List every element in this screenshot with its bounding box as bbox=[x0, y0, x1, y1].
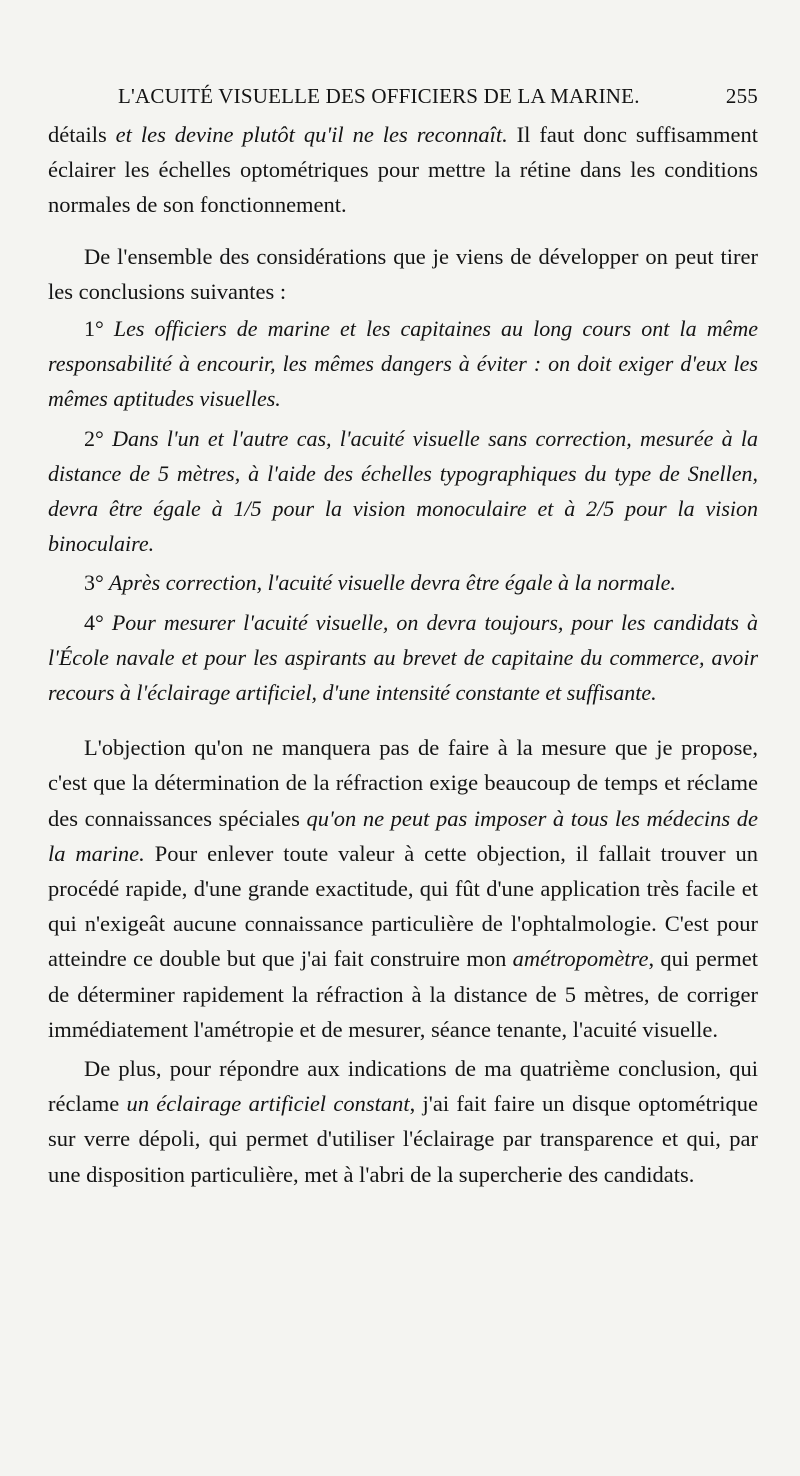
conclusion-number: 4° bbox=[84, 609, 104, 635]
italic-phrase: un éclairage artificiel constant bbox=[126, 1091, 410, 1117]
conclusion-number: 3° bbox=[84, 570, 104, 596]
italic-phrase: qu'on ne peut pas imposer à tous les médecins de la marine. bbox=[48, 805, 759, 866]
paragraph-continuation: détails et les devine plutôt qu'il ne les reconnaît. Il faut donc suffisamment éclairer les échelles optométriques pour mettre la rétine dans les conditions normales de son fonctionnement. bbox=[48, 122, 759, 218]
paragraph-objection: L'objection qu'on ne manquera pas de faire à la mesure que je propose, c'est que la détermination de la réfraction exige beaucoup de temps et réclame des connaissances spéciales qu'on ne peut pas imposer à tous les médecins de la marine. Pour enlever toute valeur à cette objection, il fallait trouver un procédé rapide, d'une grande exactitude, qui fût d'une application très facile et qui n'exigeât aucune connaissance particulière de l'ophtalmologie. C'est pour atteindre ce double but que j'ai fait construire mon amétropomètre, qui permet de déterminer rapidement la réfraction à la distance de 5 mètres, de corriger immédiatement l'amétropie et de mesurer, séance tenante, l'acuité visuelle. bbox=[48, 735, 759, 1042]
running-header bbox=[48, 84, 758, 109]
running-title: L'ACUITÉ VISUELLE DES OFFICIERS DE LA MARINE. bbox=[118, 84, 640, 108]
page-number: 255 bbox=[725, 84, 758, 108]
italic-term: amétropomètre bbox=[512, 946, 649, 972]
conclusion-text: Pour mesurer l'acuité visuelle, on devra toujours, pour les candidats à l'École navale et pour les aspirants au brevet de capitaine du commerce, avoir recours à l'éclairage artificiel, d'une intensité constante et suffisante. bbox=[48, 609, 758, 706]
italic-phrase: et les devine plutôt qu'il ne les reconnaît. bbox=[115, 122, 508, 147]
conclusion-number: 1° bbox=[84, 316, 104, 342]
conclusion-item-4 bbox=[48, 605, 758, 711]
conclusion-text: Après correction, l'acuité visuelle devra être égale à la normale. bbox=[108, 570, 676, 596]
paragraph-intro-conclusions: De l'ensemble des considérations que je viens de développer on peut tirer les conclusions suivantes : bbox=[48, 243, 758, 304]
conclusion-text: Les officiers de marine et les capitaines au long cours ont la même responsabilité à encourir, les mêmes dangers à éviter : on doit exiger d'eux les mêmes aptitudes visuelles. bbox=[48, 316, 758, 412]
conclusion-item-3 bbox=[48, 565, 758, 600]
conclusion-item-2 bbox=[48, 421, 758, 562]
conclusion-item-1 bbox=[48, 311, 758, 417]
conclusion-number: 2° bbox=[84, 425, 104, 451]
conclusion-text: Dans l'un et l'autre cas, l'acuité visuelle sans correction, mesurée à la distance de 5 mètres, à l'aide des échelles typographiques du type de Snellen, devra être égale à 1/5 pour la vision monoculaire et à 2/5 pour la vision binoculaire. bbox=[48, 425, 758, 557]
book-page bbox=[48, 84, 758, 1192]
paragraph-disc: De plus, pour répondre aux indications de ma quatrième conclusion, qui réclame un éclairage artificiel constant, j'ai fait faire un disque optométrique sur verre dépoli, qui permet d'utiliser l'éclairage par transparence et qui, par une disposition particulière, met à l'abri de la supercherie des candidats. bbox=[48, 1056, 758, 1187]
